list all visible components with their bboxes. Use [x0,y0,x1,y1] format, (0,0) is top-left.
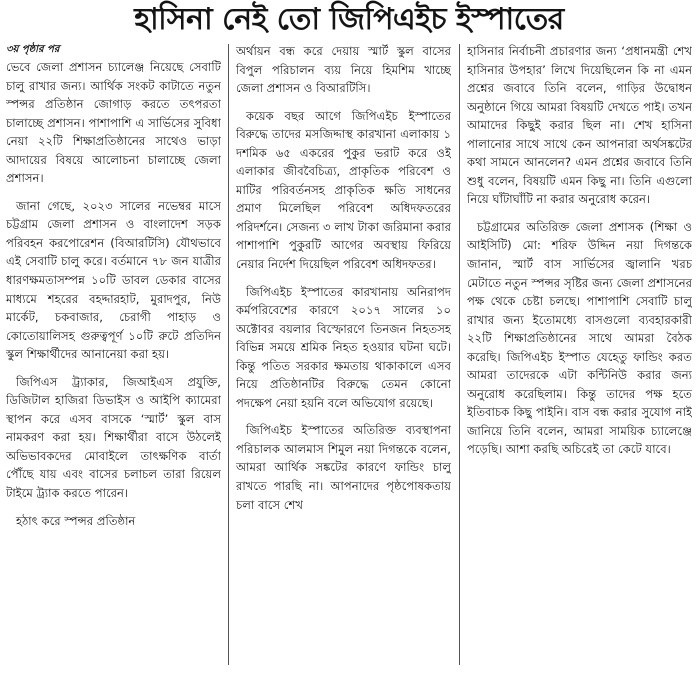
paragraph: জিপিএস ট্র্যাকার, জিআইএস প্রযুক্তি, ডিজিটাল হাজিরা ডিভাইস ও আইপি ক্যামেরা স্থাপন করে এসব বাসকে ‘স্মার্ট’ স্কুল বাস নামকরণ করা হয়। শিক্ষার্থীরা বাসে উঠলেই অভিভাবকদের মোবাইলে তাৎক্ষণিক বার্তা পৌঁছে যায় এবং বাসের চলাচল তারা রিয়েল টাইমে ট্র্যাক করতে পারেন। [6,374,221,501]
paragraph: জিপিএইচ ইস্পাতের অতিরিক্ত ব্যবস্থাপনা পরিচালক আলমাস শিমুল নয়া দিগন্তকে বলেন, আমরা আর্থিক সঙ্কটের কারণে ফান্ডিং চালু রাখতে পারছি না। আপনাদের পৃষ্ঠপোষকতায় চলা বাসে শেখ [236,423,451,512]
paragraph: কয়েক বছর আগে জিপিএইচ ইস্পাতের বিরুদ্ধে তাদের মসজিদ্দাস্থ কারখানা এলাকায় ১ দশমিক ৬৫ একরের পুকুর ভরাট করে ওই এলাকার জীববৈচিত্র্য, প্রাকৃতিক পরিবেশ ও মাটির পরিবর্তনসহ প্রাকৃতিক ক্ষতি সাধনের প্রমাণ মিলেছিল পরিবেশ অধিদফতরের পরিদর্শনে। সেজন্য ৩ লাখ টাকা জরিমানা করার পাশাপাশি পুকুরটি আগের অবস্থায় ফিরিয়ে নেয়ার নির্দেশ দিয়েছিল পরিবেশ অধিদফতর। [236,108,451,272]
paragraph: ভেবে জেলা প্রশাসন চ্যালেঞ্জ নিয়েছে সেবাটি চালু রাখার জন্য। আর্থিক সংকট কাটাতে নতুন স্পন্সর প্রতিষ্ঠান জোগাড় করতে তৎপরতা চালাচ্ছে প্রশাসন। পাশাপাশি এ সার্ভিসের সুবিধা নেয়া ২২টি শিক্ষাপ্রতিষ্ঠানের সাথেও ভাড়া আদায়ের বিষয়ে আলোচনা চালাচ্ছে জেলা প্রশাসন। [6,60,221,186]
paragraph: হাসিনার নির্বাচনী প্রচারণার জন্য ‘প্রধানমন্ত্রী শেখ হাসিনার উপহার’ লিখে দিয়েছিলেন কি না এমন প্রশ্নের জবাবে তিনি বলেন, গাড়ির উদ্বোধন অনুষ্ঠানে গিয়ে আমরা বিষয়টি দেখতে পাই। তখন আমাদের কিছুই করার ছিল না। শেখ হাসিনা পালানোর সাথে সাথে কেন আপনারা অর্থসঙ্কটের কথা সামনে আনলেন? এমন প্রশ্নের জবাবে তিনি শুধু বলেন, বিষয়টি এমন কিছু না। তিনি এগুলো নিয়ে ঘাঁটাঘাঁটি না করার অনুরোধ করেন। [467,44,692,207]
paragraph: জিপিএইচ ইস্পাতের কারখানায় অনিরাপদ কর্মপরিবেশের কারণে ২০১৭ সালের ১০ অক্টোবর বয়লার বিস্ফোরণে তিনজন নিহতসহ বিভিন্ন সময়ে শ্রমিক নিহত হওয়ার ঘটনা ঘটে। কিন্তু পতিত সরকার ক্ষমতায় থাকাকালে এসব নিয়ে প্রতিষ্ঠানটির বিরুদ্ধে তেমন কোনো পদক্ষেপ নেয়া হয়নি বলে অভিযোগ রয়েছে। [236,284,451,410]
column-divider [459,44,460,665]
article-column-1 [6,42,221,667]
paragraph: হঠাৎ করে স্পন্সর প্রতিষ্ঠান [16,513,136,528]
article-column-3 [467,42,692,667]
column-divider [228,44,229,665]
article-column-2 [236,42,451,667]
paragraph: চট্টগ্রামের অতিরিক্ত জেলা প্রশাসক (শিক্ষা ও আইসিটি) মো: শরিফ উদ্দিন নয়া দিগন্তকে জানান, স্মার্ট বাস সার্ভিসের জ্বালানি খরচ মেটাতে নতুন স্পন্সর সৃষ্টির জন্য জেলা প্রশাসনের পক্ষ থেকে চেষ্টা চলছে। পাশাপাশি সেবাটি চালু রাখার জন্য ইতোমধ্যে বাসগুলো ব্যবহারকারী ২২টি শিক্ষাপ্রতিষ্ঠানের সাথে আমরা বৈঠক করেছি। জিপিএইচ ইস্পাত যেহেতু ফান্ডিং করত আমরা তাদেরকে এটা কন্টিনিউ করার জন্য অনুরোধ করেছিলাম। কিন্তু তাদের পক্ষ হতে ইতিবাচক কিছু পাইনি। বাস বন্ধ করার সুযোগ নাই জানিয়ে তিনি বলেন, আমরা সাময়িক চ্যালেঞ্জে পড়েছি। আশা করছি অচিরেই তা কেটে যাবে। [467,219,692,457]
paragraph: অর্থায়ন বন্ধ করে দেয়ায় স্মার্ট স্কুল বাসের বিপুল পরিচালন ব্যয় নিয়ে হিমশিম খাচ্ছে জেলা প্রশাসন ও বিআরটিসি। [236,44,451,96]
continued-from-label: ৩য় পৃষ্ঠার পর [6,44,60,55]
headline: হাসিনা নেই তো জিপিএইচ ইস্পাতের [134,2,564,37]
paragraph: জানা গেছে, ২০২৩ সালের নভেম্বর মাসে চট্টগ্রাম জেলা প্রশাসন ও বাংলাদেশ সড়ক পরিবহন করপোরেশন (বিআরটিসি) যৌথভাবে এই সেবাটি চালু করে। বর্তমানে ৭৮ জন যাত্রীর ধারণক্ষমতাসম্পন্ন ১০টি ডাবল ডেকার বাসের মাধ্যমে শহরের বহদ্দারহাট, মুরাদপুর, নিউ মার্কেট, চকবাজার, চেরাগী পাহাড় ও কোতোয়ালিসহ গুরুত্বপূর্ণ ১০টি রুটে প্রতিদিন স্কুল শিক্ষার্থীদের আনানেয়া করা হয়। [6,198,221,362]
